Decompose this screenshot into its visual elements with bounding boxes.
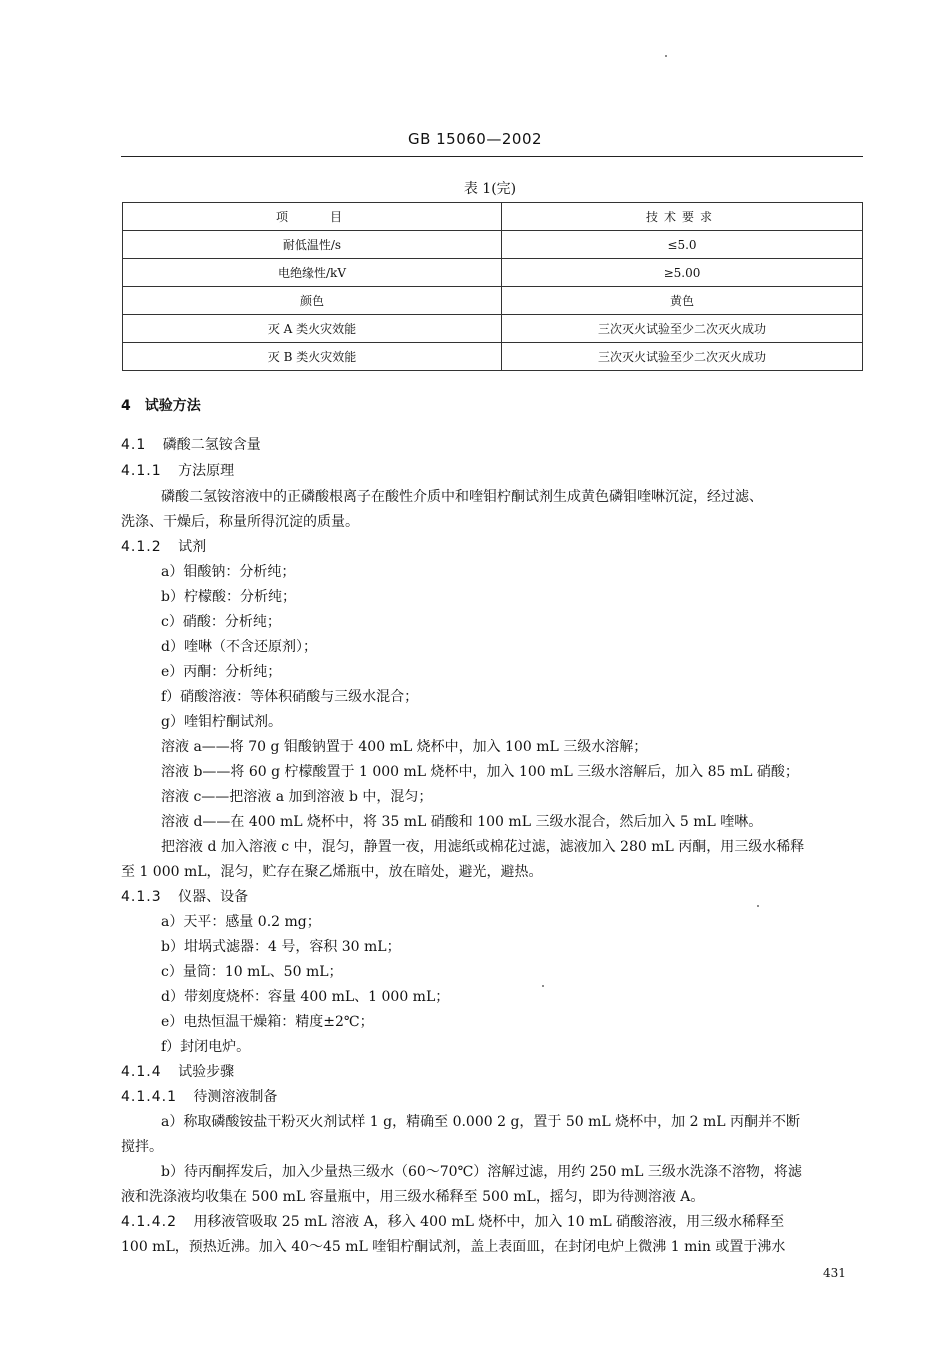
scan-speck — [542, 985, 544, 987]
list-item: g）喹钼柠酮试剂。 — [161, 714, 282, 730]
mixing-line: 至 1 000 mL，混匀，贮存在聚乙烯瓶中，放在暗处，避光，避热。 — [121, 864, 543, 880]
section-title: 试验步骤 — [178, 1064, 235, 1080]
table-cell-requirement: 黄色 — [502, 287, 863, 315]
section-4-1-4-2-paragraph — [121, 1211, 784, 1231]
table-cell-item: 电绝缘性/kV — [123, 259, 502, 287]
section-number: 4.1.3 — [121, 889, 162, 905]
table-cell-requirement: 三次灭火试验至少二次灭火成功 — [502, 343, 863, 371]
table-cell-item: 颜色 — [123, 287, 502, 315]
solution-line: 溶液 c——把溶液 a 加到溶液 b 中，混匀； — [161, 789, 433, 805]
list-item: f）硝酸溶液：等体积硝酸与三级水混合； — [161, 689, 419, 705]
mixing-line: 把溶液 d 加入溶液 c 中，混匀，静置一夜，用滤纸或棉花过滤，滤液加入 280 mL 丙酮，用三级水稀释 — [161, 839, 805, 855]
solution-line: 溶液 a——将 70 g 钼酸钠置于 400 mL 烧杯中，加入 100 mL 三级水溶解； — [161, 739, 648, 755]
list-item: f）封闭电炉。 — [161, 1039, 251, 1055]
prep-line: 搅拌。 — [121, 1139, 163, 1155]
scan-speck — [665, 55, 667, 57]
list-item: e）电热恒温干燥箱：精度±2℃； — [161, 1014, 374, 1030]
table-cell-item: 灭 A 类火灾效能 — [123, 315, 502, 343]
section-title: 待测溶液制备 — [193, 1089, 278, 1105]
section-4-1-1-heading — [121, 460, 234, 480]
table-cell-item: 耐低温性/s — [123, 231, 502, 259]
prep-line: a）称取磷酸铵盐干粉灭火剂试样 1 g，精确至 0.000 2 g，置于 50 mL 烧杯中，加 2 mL 丙酮并不断 — [161, 1114, 800, 1130]
table-row — [123, 315, 863, 343]
section-title: 试剂 — [178, 539, 207, 555]
paragraph-text: 用移液管吸取 25 mL 溶液 A，移入 400 mL 烧杯中，加入 10 mL 硝酸溶液，用三级水稀释至 — [193, 1214, 785, 1230]
table-cell-requirement: ≤5.0 — [502, 231, 863, 259]
section-title: 仪器、设备 — [178, 889, 249, 905]
section-4-1-2-heading — [121, 536, 206, 556]
section-title: 方法原理 — [178, 463, 235, 479]
table-cell-requirement: 三次灭火试验至少二次灭火成功 — [502, 315, 863, 343]
spec-table — [122, 202, 863, 371]
solution-line: 溶液 b——将 60 g 柠檬酸置于 1 000 mL 烧杯中，加入 100 mL 三级水溶解后，加入 85 mL 硝酸； — [161, 764, 799, 780]
section-number: 4.1.4 — [121, 1064, 162, 1080]
section-title: 磷酸二氢铵含量 — [162, 437, 261, 453]
principle-line: 洗涤、干燥后，称量所得沉淀的质量。 — [121, 514, 359, 530]
paragraph-continuation: 100 mL，预热近沸。加入 40～45 mL 喹钼柠酮试剂，盖上表面皿，在封闭电炉上微沸 1 min 或置于沸水 — [121, 1239, 786, 1255]
table-row — [123, 343, 863, 371]
column-header-item: 项 目 — [123, 203, 502, 231]
section-number: 4.1.4.2 — [121, 1214, 177, 1230]
section-4-1-4-1-heading — [121, 1086, 277, 1106]
table-row — [123, 231, 863, 259]
list-item: d）带刻度烧杯：容量 400 mL、1 000 mL； — [161, 989, 450, 1005]
table-cell-item: 灭 B 类火灾效能 — [123, 343, 502, 371]
list-item: e）丙酮：分析纯； — [161, 664, 282, 680]
standard-code: GB 15060—2002 — [407, 130, 543, 148]
table-caption: 表 1(完) — [463, 181, 517, 197]
table-cell-requirement: ≥5.00 — [502, 259, 863, 287]
list-item: c）硝酸：分析纯； — [161, 614, 281, 630]
list-item: d）喹啉（不含还原剂）； — [161, 639, 317, 655]
principle-line: 磷酸二氢铵溶液中的正磷酸根离子在酸性介质中和喹钼柠酮试剂生成黄色磷钼喹啉沉淀，经过滤、 — [161, 489, 763, 505]
list-item: a）天平：感量 0.2 mg； — [161, 914, 321, 930]
section-number: 4.1 — [121, 437, 147, 453]
page-number: 431 — [823, 1266, 846, 1280]
table-row — [123, 287, 863, 315]
section-4-1-4-heading — [121, 1061, 234, 1081]
solution-line: 溶液 d——在 400 mL 烧杯中，将 35 mL 硝酸和 100 mL 三级水混合，然后加入 5 mL 喹啉。 — [161, 814, 763, 830]
section-4-1-heading — [121, 434, 261, 454]
section-4-1-3-heading — [121, 886, 248, 906]
section-number: 4.1.4.1 — [121, 1089, 177, 1105]
prep-line: b）待丙酮挥发后，加入少量热三级水（60～70℃）溶解过滤，用约 250 mL 三级水洗涤不溶物，将滤 — [161, 1164, 802, 1180]
section-number: 4.1.1 — [121, 463, 162, 479]
scan-speck — [757, 905, 759, 907]
section-number: 4.1.2 — [121, 539, 162, 555]
table-header-row — [123, 203, 863, 231]
prep-line: 液和洗涤液均收集在 500 mL 容量瓶中，用三级水稀释至 500 mL，摇匀，即为待测溶液 A。 — [121, 1189, 705, 1205]
column-header-requirement: 技术要求 — [502, 203, 863, 231]
list-item: b）坩埚式滤器：4 号，容积 30 mL； — [161, 939, 401, 955]
section-4-heading: 4 试验方法 — [121, 398, 201, 414]
list-item: b）柠檬酸：分析纯； — [161, 589, 296, 605]
list-item: a）钼酸钠：分析纯； — [161, 564, 296, 580]
list-item: c）量筒：10 mL、50 mL； — [161, 964, 343, 980]
header-rule — [121, 156, 863, 157]
table-row — [123, 259, 863, 287]
